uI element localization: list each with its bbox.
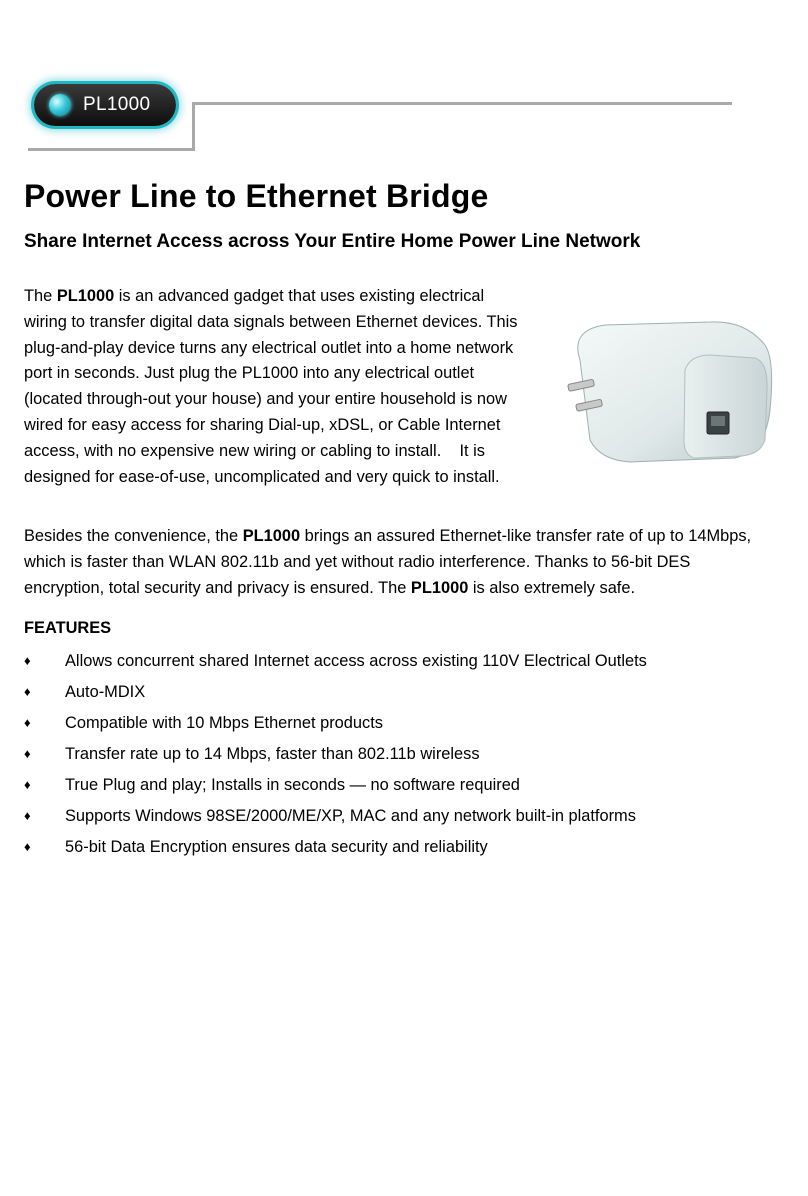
benefits-line: which is faster than WLAN 802.11b and yet without radio interference. Thanks to 56-bit DES: [24, 552, 691, 571]
intro-line: plug-and-play device turns any electrical outlet into a home network: [24, 338, 514, 357]
diamond-bullet-icon: ♦: [24, 839, 31, 854]
intro-line: port in seconds. Just plug the PL1000 into any electrical outlet: [24, 364, 475, 383]
page-subtitle: Share Internet Access across Your Entire Home Power Line Network: [24, 231, 641, 252]
header-rule-bottom: [28, 148, 195, 151]
header-rule-horizontal: [192, 102, 732, 105]
list-item: ♦ True Plug and play; Installs in seconds — no software required: [24, 773, 647, 804]
diamond-bullet-icon: ♦: [24, 684, 31, 699]
benefits-line: Besides the convenience, the PL1000 brings an assured Ethernet-like transfer rate of up to 14Mbps,: [24, 527, 752, 545]
list-item: ♦ Auto-MDIX: [24, 680, 647, 711]
list-item: ♦ Supports Windows 98SE/2000/ME/XP, MAC and any network built-in platforms: [24, 804, 647, 835]
benefits-paragraph: [24, 524, 794, 601]
list-item: ♦ Compatible with 10 Mbps Ethernet products: [24, 711, 647, 742]
intro-line: designed for ease-of-use, uncomplicated and very quick to install.: [24, 467, 500, 486]
intro-paragraph: [24, 284, 554, 490]
diamond-bullet-icon: ♦: [24, 777, 31, 792]
diamond-bullet-icon: ♦: [24, 808, 31, 823]
list-item: ♦ Transfer rate up to 14 Mbps, faster than 802.11b wireless: [24, 742, 647, 773]
intro-line: wiring to transfer digital data signals between Ethernet devices. This: [24, 312, 518, 331]
features-list: [24, 649, 647, 866]
intro-line: access, with no expensive new wiring or cabling to install. It is: [24, 441, 485, 460]
badge-label: PL1000: [83, 94, 151, 115]
intro-line: (located through-out your house) and your entire household is now: [24, 390, 507, 409]
features-heading: FEATURES: [24, 619, 112, 637]
badge-dot-icon: [49, 94, 71, 116]
device-front-face: [684, 355, 767, 458]
list-item: ♦ 56-bit Data Encryption ensures data security and reliability: [24, 835, 647, 866]
benefits-line: encryption, total security and privacy is ensured. The PL1000 is also extremely safe.: [24, 578, 636, 597]
intro-line: The PL1000 is an advanced gadget that uses existing electrical: [24, 287, 485, 305]
intro-line: wired for easy access for sharing Dial-up, xDSL, or Cable Internet: [24, 415, 501, 434]
page-title: Power Line to Ethernet Bridge: [24, 178, 489, 214]
header-rule-vertical: [192, 102, 195, 150]
product-photo: [560, 300, 780, 470]
diamond-bullet-icon: ♦: [24, 715, 31, 730]
diamond-bullet-icon: ♦: [24, 653, 31, 668]
list-item: ♦ Allows concurrent shared Internet access across existing 110V Electrical Outlets: [24, 649, 647, 680]
product-badge: [34, 84, 176, 126]
diamond-bullet-icon: ♦: [24, 746, 31, 761]
